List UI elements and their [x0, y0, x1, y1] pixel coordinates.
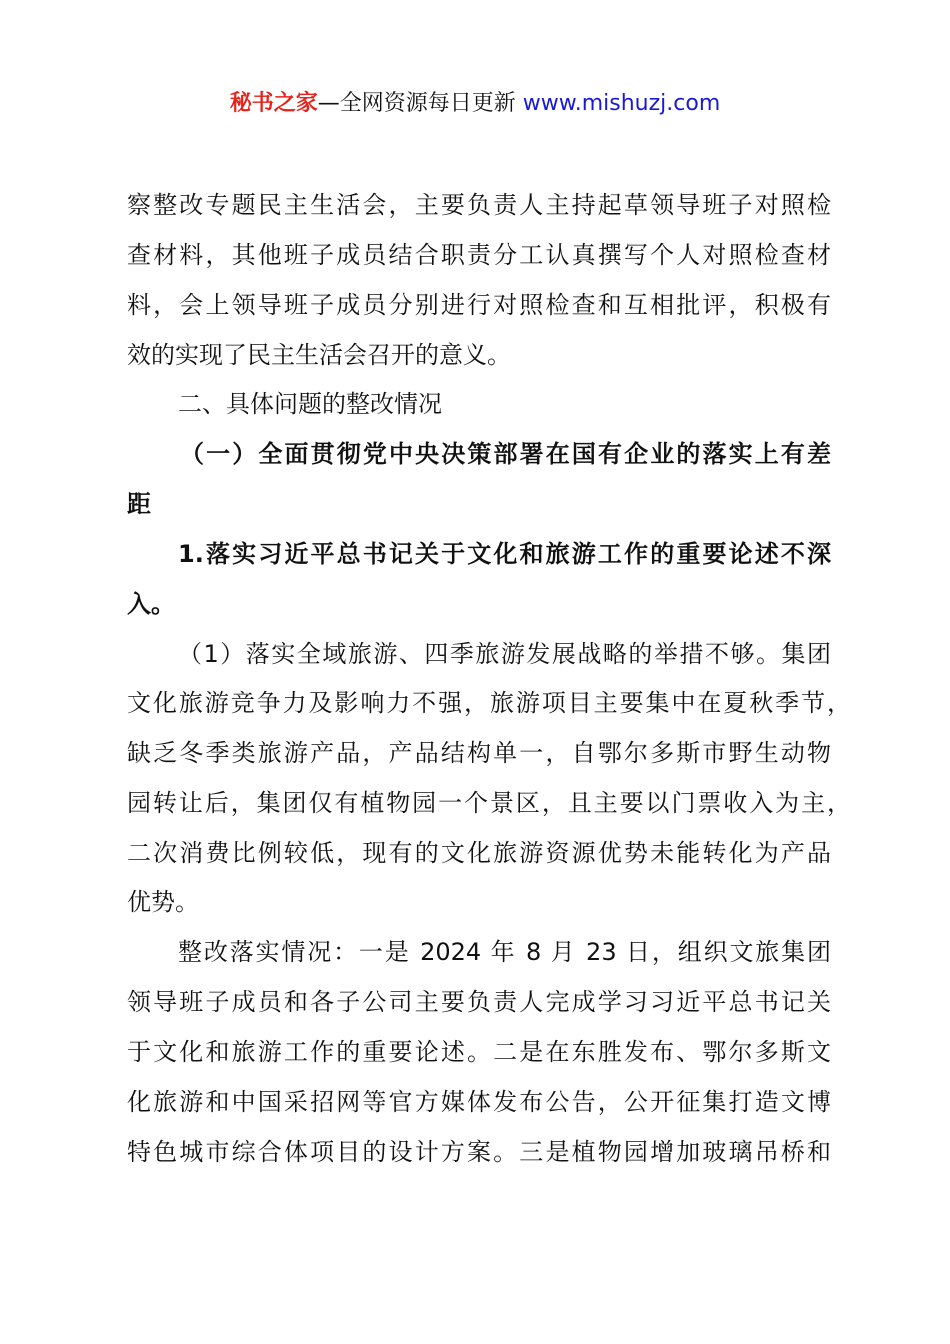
- site-header: [0, 88, 950, 120]
- text-line: 料，会上领导班子成员分别进行对照检查和互相批评，积极有: [127, 291, 831, 319]
- subsection-heading: （一）全面贯彻党中央决策部署在国有企业的落实上有差: [180, 440, 831, 468]
- text-line: 优势。: [127, 888, 199, 916]
- text-line: 缺乏冬季类旅游产品，产品结构单一，自鄂尔多斯市野生动物: [127, 739, 831, 767]
- text-line: 二次消费比例较低，现有的文化旅游资源优势未能转化为产品: [127, 839, 831, 867]
- text-line: 查材料，其他班子成员结合职责分工认真撰写个人对照检查材: [127, 241, 831, 269]
- item-heading-cont: 入。: [127, 590, 175, 618]
- subsection-heading-cont: 距: [127, 490, 151, 518]
- text-line: 领导班子成员和各子公司主要负责人完成学习习近平总书记关: [127, 988, 831, 1016]
- site-url-link[interactable]: www.mishuzj.com: [522, 91, 721, 116]
- text-line: 化旅游和中国采招网等官方媒体发布公告，公开征集打造文博: [127, 1088, 831, 1116]
- text-line: 文化旅游竞争力及影响力不强，旅游项目主要集中在夏秋季节，: [127, 689, 851, 717]
- brand-name: 秘书之家: [229, 91, 318, 116]
- text-line: 整改落实情况：一是 2024 年 8 月 23 日，组织文旅集团: [178, 938, 831, 966]
- section-heading: 二、具体问题的整改情况: [178, 390, 442, 418]
- text-line: 于文化和旅游工作的重要论述。二是在东胜发布、鄂尔多斯文: [127, 1038, 831, 1066]
- text-line: 特色城市综合体项目的设计方案。三是植物园增加玻璃吊桥和: [127, 1138, 831, 1166]
- text-line: 效的实现了民主生活会召开的意义。: [127, 341, 511, 369]
- header-tagline: —全网资源每日更新: [317, 91, 523, 116]
- text-line: 察整改专题民主生活会，主要负责人主持起草领导班子对照检: [127, 191, 831, 219]
- item-heading: 1.落实习近平总书记关于文化和旅游工作的重要论述不深: [178, 540, 831, 568]
- text-line: 园转让后，集团仅有植物园一个景区，且主要以门票收入为主，: [127, 789, 851, 817]
- text-line: （1）落实全域旅游、四季旅游发展战略的举措不够。集团: [178, 640, 831, 668]
